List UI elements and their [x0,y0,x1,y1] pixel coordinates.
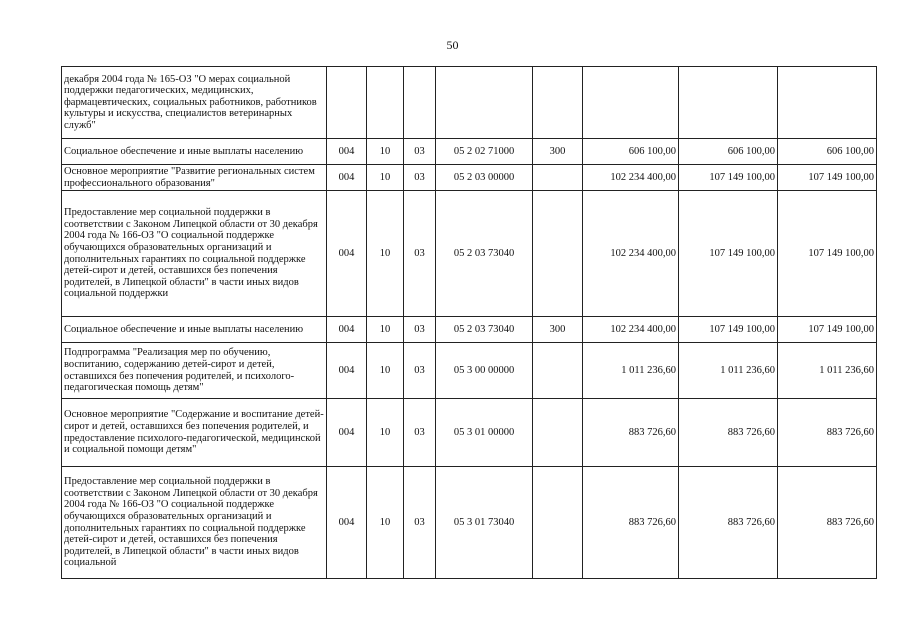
expense-type [533,467,583,579]
amount-year-2: 606 100,00 [679,139,778,165]
amount-year-1 [583,67,679,139]
row-name: Социальное обеспечение и иные выплаты населению [62,317,327,343]
subsection-code: 03 [404,317,436,343]
amount-year-1: 102 234 400,00 [583,165,679,191]
subsection-code: 03 [404,467,436,579]
amount-year-1: 102 234 400,00 [583,317,679,343]
table-row [62,399,877,467]
amount-year-2: 883 726,60 [679,467,778,579]
target-article: 05 2 03 73040 [436,191,533,317]
amount-year-1: 606 100,00 [583,139,679,165]
expense-type [533,343,583,399]
amount-year-2: 107 149 100,00 [679,317,778,343]
amount-year-1: 1 011 236,60 [583,343,679,399]
amount-year-3: 107 149 100,00 [778,317,877,343]
table-row [62,317,877,343]
target-article [436,67,533,139]
expense-type [533,67,583,139]
ministry-code: 004 [327,317,367,343]
expense-type: 300 [533,139,583,165]
amount-year-2: 107 149 100,00 [679,165,778,191]
amount-year-1: 883 726,60 [583,399,679,467]
page-number: 50 [446,38,459,52]
amount-year-3: 883 726,60 [778,467,877,579]
row-name: Предоставление мер социальной поддержки в соответствии с Законом Липецкой области от 30 декабря 2004 года № 166-ОЗ "О социальной поддержке обучающихся образовательных организаций и дополнительных гарантиях по социальной поддержке детей-сирот и детей, оставшихся без попечения родителей, в Липецкой области" в части иных видов социальной [62,467,327,579]
amount-year-2: 107 149 100,00 [679,191,778,317]
section-code: 10 [367,467,404,579]
table-row [62,467,877,579]
expense-type [533,165,583,191]
subsection-code: 03 [404,343,436,399]
amount-year-3: 1 011 236,60 [778,343,877,399]
section-code: 10 [367,139,404,165]
ministry-code: 004 [327,399,367,467]
table-row [62,67,877,139]
row-name: Социальное обеспечение и иные выплаты населению [62,139,327,165]
amount-year-2 [679,67,778,139]
row-name: Основное мероприятие "Развитие региональных систем профессионального образования" [62,165,327,191]
subsection-code: 03 [404,165,436,191]
row-name: Предоставление мер социальной поддержки в соответствии с Законом Липецкой области от 30 декабря 2004 года № 166-ОЗ "О социальной поддержке обучающихся образовательных организаций и дополнительных гарантиях по социальной поддержке детей-сирот и детей, оставшихся без попечения родителей, в Липецкой области" в части иных видов социальной поддержки [62,191,327,317]
subsection-code [404,67,436,139]
expense-type: 300 [533,317,583,343]
amount-year-3: 606 100,00 [778,139,877,165]
amount-year-2: 1 011 236,60 [679,343,778,399]
target-article: 05 3 01 73040 [436,467,533,579]
target-article: 05 2 03 73040 [436,317,533,343]
table-row [62,343,877,399]
ministry-code: 004 [327,165,367,191]
subsection-code: 03 [404,139,436,165]
row-name: Основное мероприятие "Содержание и воспитание детей-сирот и детей, оставшихся без попечения родителей, и предоставление психолого-педагогической, медицинской и социальной помощи детям" [62,399,327,467]
amount-year-1: 102 234 400,00 [583,191,679,317]
budget-table [61,66,877,579]
section-code: 10 [367,343,404,399]
ministry-code [327,67,367,139]
amount-year-1: 883 726,60 [583,467,679,579]
expense-type [533,191,583,317]
section-code: 10 [367,191,404,317]
row-name: Подпрограмма "Реализация мер по обучению, воспитанию, содержанию детей-сирот и детей, оставшихся без попечения родителей, и психолого-педагогическая помощь детям" [62,343,327,399]
subsection-code: 03 [404,191,436,317]
amount-year-3 [778,67,877,139]
table-body [62,67,877,579]
ministry-code: 004 [327,467,367,579]
target-article: 05 3 01 00000 [436,399,533,467]
section-code: 10 [367,399,404,467]
section-code [367,67,404,139]
target-article: 05 2 02 71000 [436,139,533,165]
table-row [62,191,877,317]
amount-year-3: 883 726,60 [778,399,877,467]
subsection-code: 03 [404,399,436,467]
table-row [62,139,877,165]
target-article: 05 3 00 00000 [436,343,533,399]
expense-type [533,399,583,467]
section-code: 10 [367,317,404,343]
row-name: декабря 2004 года № 165-ОЗ "О мерах социальной поддержки педагогических, медицинских, фармацевтических, социальных работников, работников культуры и искусства, специалистов ветеринарных служб" [62,67,327,139]
ministry-code: 004 [327,343,367,399]
target-article: 05 2 03 00000 [436,165,533,191]
table-row [62,165,877,191]
amount-year-3: 107 149 100,00 [778,165,877,191]
ministry-code: 004 [327,191,367,317]
ministry-code: 004 [327,139,367,165]
amount-year-2: 883 726,60 [679,399,778,467]
amount-year-3: 107 149 100,00 [778,191,877,317]
section-code: 10 [367,165,404,191]
